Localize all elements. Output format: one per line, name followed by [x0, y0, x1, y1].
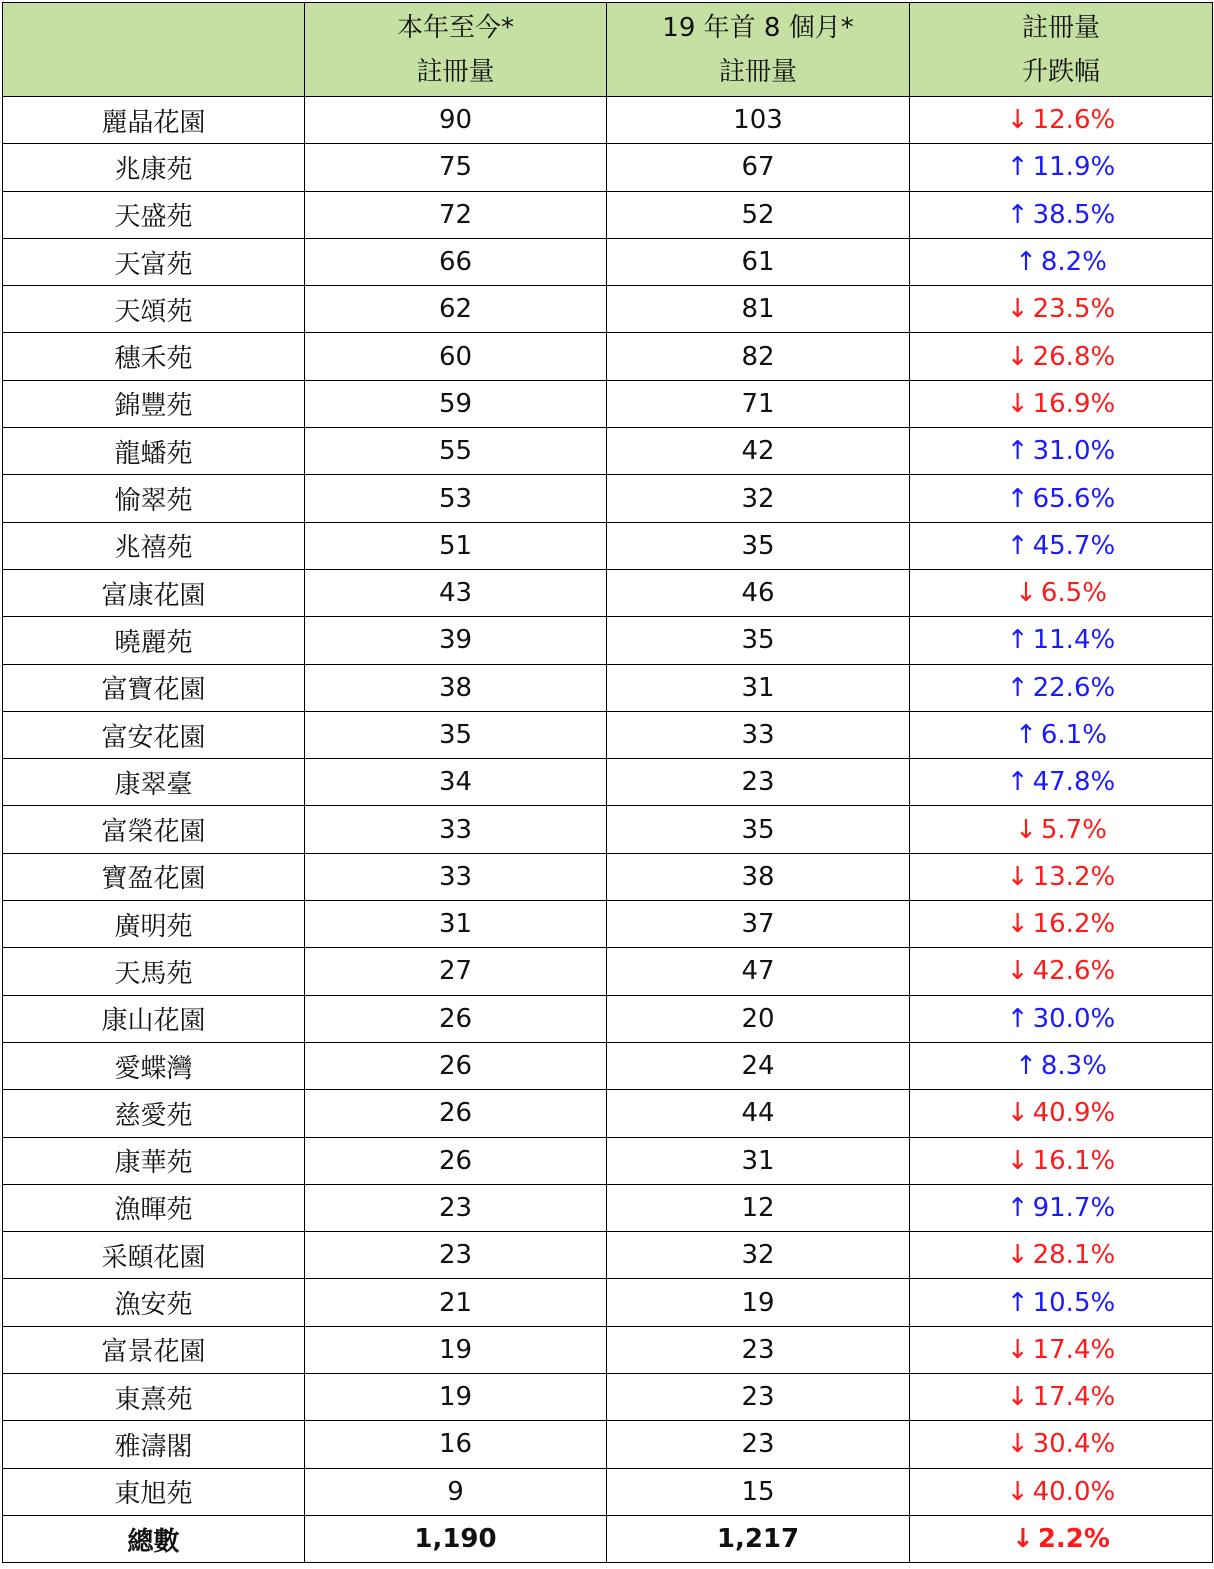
- arrow-up-icon: ↑: [1006, 483, 1029, 514]
- estate-name-cell: 天盛苑: [3, 191, 305, 238]
- prev-registrations-cell: 82: [607, 333, 910, 380]
- prev-registrations-cell: 35: [607, 522, 910, 569]
- arrow-up-icon: ↑: [1006, 1003, 1029, 1034]
- estate-name-cell: 采頤花園: [3, 1232, 305, 1279]
- change-cell: [910, 711, 1213, 758]
- change-cell: [910, 1374, 1213, 1421]
- ytd-registrations-cell: 31: [305, 901, 607, 948]
- ytd-registrations-cell: 38: [305, 664, 607, 711]
- change-cell: [910, 238, 1213, 285]
- estate-name-cell: 曉麗苑: [3, 617, 305, 664]
- estate-name-cell: 錦豐苑: [3, 380, 305, 427]
- estate-name-cell: 富寶花園: [3, 664, 305, 711]
- change-percent: 47.8%: [1032, 767, 1116, 798]
- prev-registrations-cell: 38: [607, 853, 910, 900]
- table-row: [3, 711, 1213, 758]
- estate-name-cell: 愉翠苑: [3, 475, 305, 522]
- ytd-registrations-cell: 23: [305, 1184, 607, 1231]
- table-row: [3, 1090, 1213, 1137]
- change-cell: [910, 1137, 1213, 1184]
- table-header: [3, 3, 1213, 97]
- change-percent: 17.4%: [1032, 1334, 1116, 1365]
- arrow-down-icon: ↓: [1006, 388, 1029, 419]
- change-cell: [910, 901, 1213, 948]
- change-cell: [910, 97, 1213, 144]
- ytd-registrations-cell: 39: [305, 617, 607, 664]
- table-row: [3, 806, 1213, 853]
- header-change-line1: 註冊量: [1021, 12, 1100, 43]
- estate-name-cell: 富景花園: [3, 1326, 305, 1373]
- table-row: [3, 1468, 1213, 1515]
- arrow-down-icon: ↓: [1006, 956, 1029, 987]
- estate-name-cell: 天富苑: [3, 238, 305, 285]
- change-percent: 45.7%: [1032, 530, 1116, 561]
- change-percent: 11.9%: [1032, 152, 1116, 183]
- arrow-up-icon: ↑: [1006, 199, 1029, 230]
- prev-registrations-cell: 71: [607, 380, 910, 427]
- arrow-down-icon: ↓: [1012, 1524, 1034, 1555]
- header-ytd-line2: 註冊量: [416, 56, 495, 87]
- prev-registrations-cell: 12: [607, 1184, 910, 1231]
- change-percent: 10.5%: [1032, 1287, 1116, 1318]
- estate-name-cell: 天馬苑: [3, 948, 305, 995]
- prev-registrations-cell: 33: [607, 711, 910, 758]
- ytd-registrations-cell: 19: [305, 1374, 607, 1421]
- prev-registrations-cell: 52: [607, 191, 910, 238]
- change-cell: [910, 1042, 1213, 1089]
- table-body: [3, 97, 1213, 1563]
- ytd-registrations-cell: 34: [305, 759, 607, 806]
- change-cell: [910, 380, 1213, 427]
- registration-table: [2, 2, 1213, 1563]
- change-percent: 30.0%: [1032, 1003, 1116, 1034]
- change-cell: [910, 569, 1213, 616]
- prev-registrations-cell: 35: [607, 617, 910, 664]
- table-row: [3, 191, 1213, 238]
- ytd-registrations-cell: 33: [305, 806, 607, 853]
- change-percent: 12.6%: [1032, 105, 1116, 136]
- arrow-down-icon: ↓: [1006, 341, 1029, 372]
- estate-name-cell: 富安花園: [3, 711, 305, 758]
- table-row: [3, 97, 1213, 144]
- table-row: [3, 664, 1213, 711]
- prev-registrations-cell: 37: [607, 901, 910, 948]
- change-percent: 16.2%: [1032, 909, 1116, 940]
- change-percent: 38.5%: [1032, 199, 1116, 230]
- prev-registrations-cell: 81: [607, 286, 910, 333]
- table-row: [3, 475, 1213, 522]
- prev-registrations-cell: 19: [607, 1279, 910, 1326]
- ytd-registrations-cell: 26: [305, 1137, 607, 1184]
- ytd-registrations-cell: 53: [305, 475, 607, 522]
- table-row: [3, 522, 1213, 569]
- change-percent: 31.0%: [1032, 436, 1116, 467]
- arrow-up-icon: ↑: [1015, 247, 1037, 278]
- header-prev-line1: 19 年首 8 個月*: [662, 12, 854, 43]
- estate-name-cell: 慈愛苑: [3, 1090, 305, 1137]
- change-percent: 30.4%: [1032, 1429, 1116, 1460]
- change-percent: 22.6%: [1032, 672, 1116, 703]
- ytd-registrations-cell: 26: [305, 1042, 607, 1089]
- arrow-down-icon: ↓: [1006, 294, 1029, 325]
- ytd-registrations-cell: 55: [305, 428, 607, 475]
- arrow-up-icon: ↑: [1006, 672, 1029, 703]
- arrow-down-icon: ↓: [1006, 909, 1029, 940]
- estate-name-cell: 富康花園: [3, 569, 305, 616]
- table-row: [3, 617, 1213, 664]
- arrow-up-icon: ↑: [1006, 152, 1029, 183]
- arrow-down-icon: ↓: [1006, 1476, 1029, 1507]
- estate-name-cell: 兆康苑: [3, 144, 305, 191]
- table-row: [3, 1137, 1213, 1184]
- table-row: [3, 995, 1213, 1042]
- estate-name-cell: 東旭苑: [3, 1468, 305, 1515]
- estate-name-cell: 康翠臺: [3, 759, 305, 806]
- prev-registrations-cell: 31: [607, 664, 910, 711]
- ytd-registrations-cell: 19: [305, 1326, 607, 1373]
- change-percent: 2.2%: [1037, 1524, 1110, 1555]
- ytd-registrations-cell: 21: [305, 1279, 607, 1326]
- arrow-up-icon: ↑: [1015, 1051, 1037, 1082]
- table-row: [3, 144, 1213, 191]
- change-cell: [910, 1468, 1213, 1515]
- ytd-registrations-cell: 27: [305, 948, 607, 995]
- arrow-down-icon: ↓: [1006, 1145, 1029, 1176]
- table-row: [3, 569, 1213, 616]
- prev-registrations-cell: 24: [607, 1042, 910, 1089]
- change-percent: 8.3%: [1040, 1051, 1107, 1082]
- header-ytd-line1: 本年至今*: [396, 12, 514, 43]
- ytd-registrations-cell: 33: [305, 853, 607, 900]
- change-percent: 5.7%: [1040, 814, 1107, 845]
- estate-name-cell: 龍蟠苑: [3, 428, 305, 475]
- table-row: [3, 853, 1213, 900]
- ytd-registrations-cell: 1,190: [305, 1515, 607, 1562]
- change-percent: 6.5%: [1040, 578, 1107, 609]
- ytd-registrations-cell: 51: [305, 522, 607, 569]
- table-row: [3, 1374, 1213, 1421]
- table-row: [3, 428, 1213, 475]
- arrow-up-icon: ↑: [1006, 625, 1029, 656]
- estate-name-cell: 兆禧苑: [3, 522, 305, 569]
- prev-registrations-cell: 23: [607, 1421, 910, 1468]
- table-row: [3, 333, 1213, 380]
- header-change-line2: 升跌幅: [1021, 56, 1100, 87]
- ytd-registrations-cell: 43: [305, 569, 607, 616]
- table-row: [3, 948, 1213, 995]
- ytd-registrations-cell: 9: [305, 1468, 607, 1515]
- arrow-up-icon: ↑: [1006, 767, 1029, 798]
- change-cell: [910, 995, 1213, 1042]
- change-percent: 40.0%: [1032, 1476, 1116, 1507]
- change-cell: [910, 948, 1213, 995]
- arrow-up-icon: ↑: [1006, 436, 1029, 467]
- prev-registrations-cell: 23: [607, 759, 910, 806]
- change-cell: [910, 1184, 1213, 1231]
- header-prev-line2: 註冊量: [718, 56, 797, 87]
- ytd-registrations-cell: 75: [305, 144, 607, 191]
- prev-registrations-cell: 20: [607, 995, 910, 1042]
- table-row: [3, 759, 1213, 806]
- change-percent: 13.2%: [1032, 861, 1116, 892]
- prev-registrations-cell: 35: [607, 806, 910, 853]
- change-percent: 17.4%: [1032, 1382, 1116, 1413]
- ytd-registrations-cell: 35: [305, 711, 607, 758]
- estate-name-cell: 廣明苑: [3, 901, 305, 948]
- ytd-registrations-cell: 66: [305, 238, 607, 285]
- arrow-down-icon: ↓: [1006, 1334, 1029, 1365]
- arrow-down-icon: ↓: [1006, 1382, 1029, 1413]
- estate-name-cell: 穗禾苑: [3, 333, 305, 380]
- estate-name-cell: 漁暉苑: [3, 1184, 305, 1231]
- table-row: [3, 1184, 1213, 1231]
- change-cell: [910, 806, 1213, 853]
- change-percent: 23.5%: [1032, 294, 1116, 325]
- estate-name-cell: 康華苑: [3, 1137, 305, 1184]
- header-ytd: [305, 3, 607, 97]
- change-cell: [910, 428, 1213, 475]
- estate-name-cell: 富榮花園: [3, 806, 305, 853]
- arrow-down-icon: ↓: [1006, 1098, 1029, 1129]
- change-cell: [910, 1232, 1213, 1279]
- estate-name-cell: 麗晶花園: [3, 97, 305, 144]
- prev-registrations-cell: 31: [607, 1137, 910, 1184]
- table-row: [3, 1232, 1213, 1279]
- arrow-down-icon: ↓: [1006, 105, 1029, 136]
- prev-registrations-cell: 42: [607, 428, 910, 475]
- header-prev: [607, 3, 910, 97]
- change-cell: [910, 191, 1213, 238]
- header-change: [910, 3, 1213, 97]
- change-percent: 16.1%: [1032, 1145, 1116, 1176]
- estate-name-cell: 東熹苑: [3, 1374, 305, 1421]
- ytd-registrations-cell: 16: [305, 1421, 607, 1468]
- prev-registrations-cell: 46: [607, 569, 910, 616]
- change-percent: 42.6%: [1032, 956, 1116, 987]
- change-percent: 26.8%: [1032, 341, 1116, 372]
- table-row: [3, 286, 1213, 333]
- table-row: [3, 1326, 1213, 1373]
- change-cell: [910, 1090, 1213, 1137]
- estate-name-cell: 愛蝶灣: [3, 1042, 305, 1089]
- estate-name-cell: 天頌苑: [3, 286, 305, 333]
- change-percent: 11.4%: [1032, 625, 1116, 656]
- prev-registrations-cell: 23: [607, 1326, 910, 1373]
- prev-registrations-cell: 67: [607, 144, 910, 191]
- prev-registrations-cell: 1,217: [607, 1515, 910, 1562]
- total-row: [3, 1515, 1213, 1562]
- change-percent: 6.1%: [1040, 720, 1107, 750]
- header-estate: [3, 3, 305, 97]
- change-percent: 16.9%: [1032, 388, 1116, 419]
- table-row: [3, 380, 1213, 427]
- header-row: [3, 3, 1213, 97]
- prev-registrations-cell: 32: [607, 475, 910, 522]
- estate-name-cell: 康山花園: [3, 995, 305, 1042]
- arrow-down-icon: ↓: [1015, 814, 1037, 845]
- change-cell: [910, 664, 1213, 711]
- arrow-up-icon: ↑: [1006, 1287, 1029, 1318]
- ytd-registrations-cell: 72: [305, 191, 607, 238]
- change-cell: [910, 286, 1213, 333]
- estate-name-cell: 總數: [3, 1515, 305, 1562]
- estate-name-cell: 寶盈花園: [3, 853, 305, 900]
- ytd-registrations-cell: 62: [305, 286, 607, 333]
- prev-registrations-cell: 15: [607, 1468, 910, 1515]
- change-cell: [910, 144, 1213, 191]
- prev-registrations-cell: 23: [607, 1374, 910, 1421]
- change-cell: [910, 1326, 1213, 1373]
- ytd-registrations-cell: 59: [305, 380, 607, 427]
- table-row: [3, 238, 1213, 285]
- change-cell: [910, 759, 1213, 806]
- table-row: [3, 901, 1213, 948]
- ytd-registrations-cell: 90: [305, 97, 607, 144]
- prev-registrations-cell: 32: [607, 1232, 910, 1279]
- prev-registrations-cell: 103: [607, 97, 910, 144]
- change-cell: [910, 333, 1213, 380]
- prev-registrations-cell: 61: [607, 238, 910, 285]
- change-cell: [910, 853, 1213, 900]
- change-percent: 91.7%: [1032, 1192, 1116, 1223]
- prev-registrations-cell: 44: [607, 1090, 910, 1137]
- arrow-down-icon: ↓: [1006, 1429, 1029, 1460]
- change-percent: 40.9%: [1032, 1098, 1116, 1129]
- arrow-down-icon: ↓: [1006, 1240, 1029, 1271]
- prev-registrations-cell: 47: [607, 948, 910, 995]
- table-row: [3, 1421, 1213, 1468]
- estate-name-cell: 漁安苑: [3, 1279, 305, 1326]
- arrow-down-icon: ↓: [1006, 861, 1029, 892]
- change-cell: [910, 1515, 1213, 1562]
- change-cell: [910, 617, 1213, 664]
- estate-name-cell: 雅濤閣: [3, 1421, 305, 1468]
- table-row: [3, 1042, 1213, 1089]
- arrow-up-icon: ↑: [1006, 1192, 1029, 1223]
- change-percent: 8.2%: [1040, 247, 1107, 278]
- change-percent: 65.6%: [1032, 483, 1116, 514]
- ytd-registrations-cell: 23: [305, 1232, 607, 1279]
- change-percent: 28.1%: [1032, 1240, 1116, 1271]
- change-cell: [910, 1421, 1213, 1468]
- arrow-up-icon: ↑: [1015, 720, 1037, 750]
- table-row: [3, 1279, 1213, 1326]
- ytd-registrations-cell: 26: [305, 995, 607, 1042]
- change-cell: [910, 522, 1213, 569]
- ytd-registrations-cell: 26: [305, 1090, 607, 1137]
- arrow-down-icon: ↓: [1015, 578, 1037, 609]
- change-cell: [910, 1279, 1213, 1326]
- arrow-up-icon: ↑: [1006, 530, 1029, 561]
- ytd-registrations-cell: 60: [305, 333, 607, 380]
- change-cell: [910, 475, 1213, 522]
